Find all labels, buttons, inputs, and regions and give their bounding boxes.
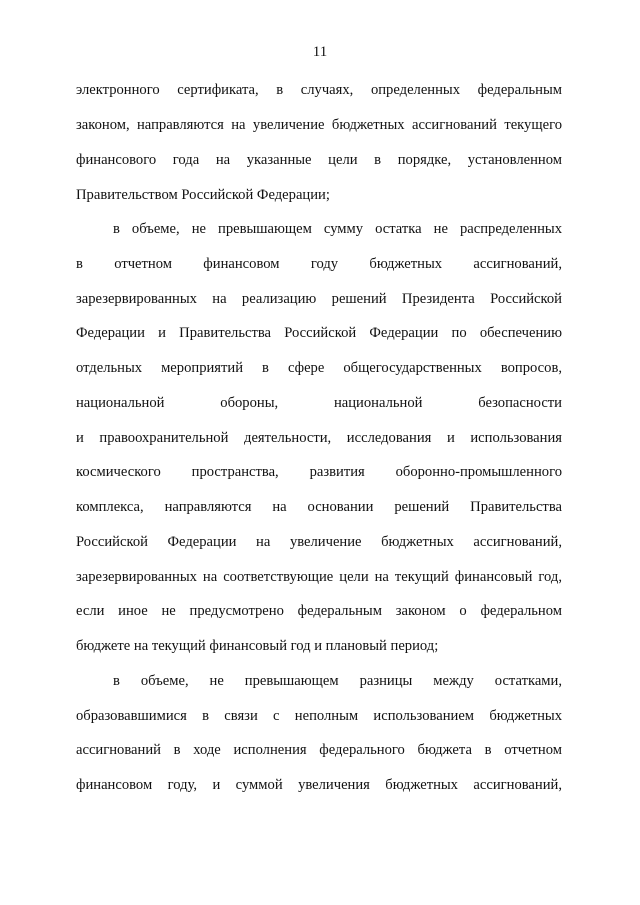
paragraph-2-line-3: зарезервированных на реализацию решений Президента Российской bbox=[76, 291, 562, 307]
paragraph-2-line-12: если иное не предусмотрено федеральным законом о федеральном bbox=[76, 603, 562, 619]
paragraph-1-line-2: законом, направляются на увеличение бюджетных ассигнований текущего bbox=[76, 117, 562, 133]
paragraph-3-line-4: финансовом году, и суммой увеличения бюджетных ассигнований, bbox=[76, 777, 562, 793]
paragraph-3-line-2: образовавшимися в связи с неполным использованием бюджетных bbox=[76, 708, 562, 724]
paragraph-2-line-13: бюджете на текущий финансовый год и плановый период; bbox=[76, 638, 439, 654]
paragraph-2-line-6: национальной обороны, национальной безопасности bbox=[76, 395, 562, 411]
paragraph-2-line-4: Федерации и Правительства Российской Федерации по обеспечению bbox=[76, 325, 562, 341]
paragraph-3-line-3: ассигнований в ходе исполнения федерального бюджета в отчетном bbox=[76, 742, 562, 758]
paragraph-1-line-4: Правительством Российской Федерации; bbox=[76, 187, 330, 203]
paragraph-2-line-2: в отчетном финансовом году бюджетных ассигнований, bbox=[76, 256, 562, 272]
paragraph-2-line-8: космического пространства, развития оборонно-промышленного bbox=[76, 464, 562, 480]
paragraph-2-line-5: отдельных мероприятий в сфере общегосударственных вопросов, bbox=[76, 360, 562, 376]
paragraph-1-line-1: электронного сертификата, в случаях, определенных федеральным bbox=[76, 82, 562, 98]
paragraph-2-line-1: в объеме, не превышающем сумму остатка не распределенных bbox=[113, 221, 562, 237]
paragraph-2-line-7: и правоохранительной деятельности, исследования и использования bbox=[76, 430, 562, 446]
paragraph-1-line-3: финансового года на указанные цели в порядке, установленном bbox=[76, 152, 562, 168]
paragraph-2-line-11: зарезервированных на соответствующие цели на текущий финансовый год, bbox=[76, 569, 562, 585]
page-number: 11 bbox=[312, 44, 328, 60]
paragraph-2-line-10: Российской Федерации на увеличение бюджетных ассигнований, bbox=[76, 534, 562, 550]
paragraph-2-line-9: комплекса, направляются на основании решений Правительства bbox=[76, 499, 562, 515]
paragraph-3-line-1: в объеме, не превышающем разницы между остатками, bbox=[113, 673, 562, 689]
